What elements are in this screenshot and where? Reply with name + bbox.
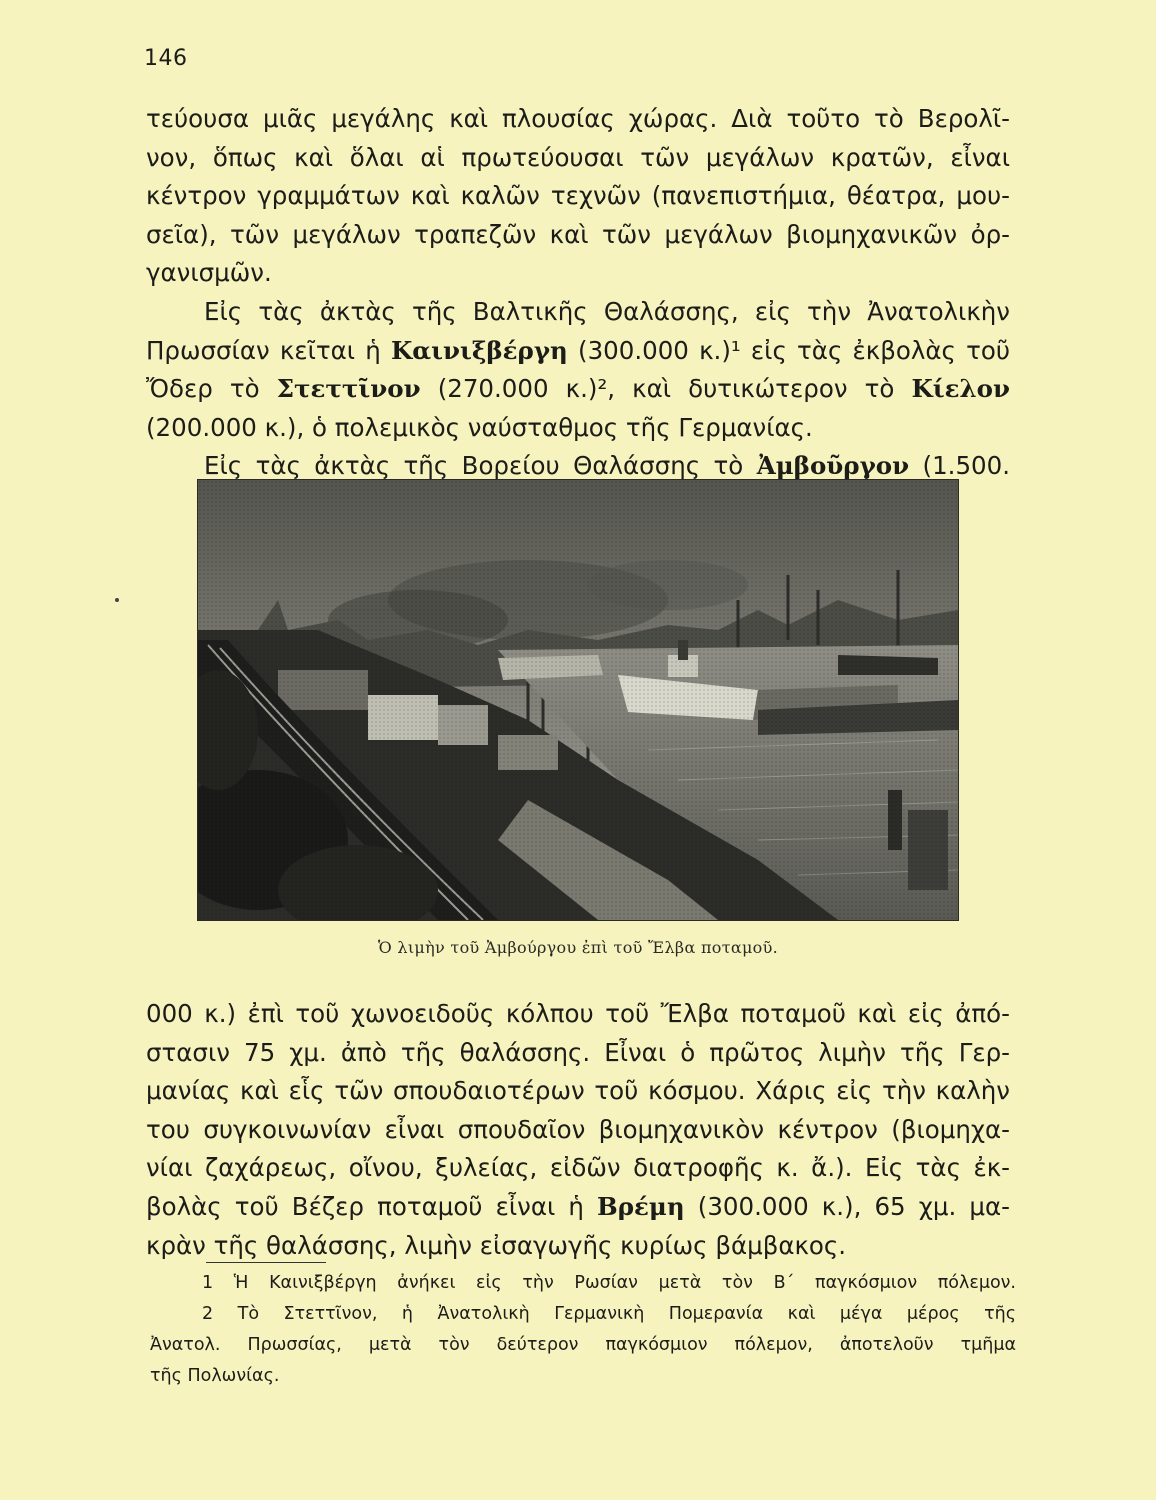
baltic-line-2 xyxy=(146,332,1010,371)
text-fragment: (1.500. xyxy=(909,451,1010,481)
text-line: 000 κ.) ἐπὶ τοῦ χωνοειδοῦς κόλπου τοῦ Ἔλβα ποταμοῦ καὶ εἰς ἀπό- xyxy=(146,999,1010,1028)
text-line: του συγκοινωνίαν εἶναι σπουδαῖον βιομηχανικὸν κέντρον (βιομηχα- xyxy=(146,1114,1010,1144)
print-speck xyxy=(115,598,119,602)
footnote-1: 1 Ἡ Καινιξβέργη ἀνήκει εἰς τὴν Ρωσίαν μετὰ τὸν Β΄ παγκόσμιον πόλεμον. xyxy=(202,1273,1016,1293)
text-line: κέντρον γραμμάτων καὶ καλῶν τεχνῶν (πανεπιστήμια, θέατρα, μου- xyxy=(146,181,1010,211)
footnotes xyxy=(150,1268,1016,1392)
text-line: νον, ὅπως καὶ ὅλαι αἱ πρωτεύουσαι τῶν μεγάλων κρατῶν, εἶναι xyxy=(146,142,1010,172)
page-number: 146 xyxy=(144,46,188,71)
text-line: κρὰν τῆς θαλάσσης, λιμὴν εἰσαγωγῆς κυρίως βάμβακος. xyxy=(146,1230,847,1260)
footnote-divider xyxy=(206,1262,326,1263)
text-fragment: (300.000 κ.), 65 χμ. μα- xyxy=(684,1191,1010,1221)
city-name-bremen: Βρέμη xyxy=(597,1191,685,1221)
harbor-photo xyxy=(198,480,958,920)
baltic-line-4: (200.000 κ.), ὁ πολεμικὸς ναύσταθμος τῆς Γερμανίας. xyxy=(146,412,813,442)
text-fragment: Πρωσσίαν κεῖται ἡ xyxy=(146,335,391,365)
text-fragment: (270.000 κ.)², καὶ δυτικώτερον τὸ xyxy=(420,374,912,404)
text-line: νίαι ζαχάρεως, οἴνου, ξυλείας, εἰδῶν διατροφῆς κ. ἄ.). Εἰς τὰς ἐκ- xyxy=(146,1153,1010,1183)
text-line: σεῖα), τῶν μεγάλων τραπεζῶν καὶ τῶν μεγάλων βιομηχανικῶν ὀρ- xyxy=(146,219,1010,249)
text-line: μανίας καὶ εἷς τῶν σπουδαιοτέρων τοῦ κόσμου. Χάρις εἰς τὴν καλὴν xyxy=(146,1076,1010,1106)
text-line: γανισμῶν. xyxy=(146,258,272,288)
text-fragment: Εἰς τὰς ἀκτὰς τῆς Βορείου Θαλάσσης τὸ xyxy=(204,451,757,481)
harbor-photo-illustration xyxy=(198,480,958,920)
text-fragment: βολὰς τοῦ Βέζερ ποταμοῦ εἶναι ἡ xyxy=(146,1191,598,1221)
footnote-2-line-3: τῆς Πολωνίας. xyxy=(150,1366,280,1386)
baltic-line-1: Εἰς τὰς ἀκτὰς τῆς Βαλτικῆς Θαλάσσης, εἰς τὴν Ἀνατολικὴν xyxy=(204,296,1010,326)
city-name-kiel: Κίελον xyxy=(911,374,1011,404)
text-fragment: (300.000 κ.)¹ εἰς τὰς ἐκβολὰς τοῦ xyxy=(567,335,1010,365)
footnote-2-line-2: Ἀνατολ. Πρωσσίας, μετὰ τὸν δεύτερον παγκόσμιον πόλεμον, ἀποτελοῦν τμῆμα xyxy=(150,1335,1016,1355)
text-block-bottom xyxy=(146,995,1010,1265)
baltic-line-3 xyxy=(146,370,1010,409)
text-line: στασιν 75 χμ. ἀπὸ τῆς θαλάσσης. Εἶναι ὁ πρῶτος λιμὴν τῆς Γερ- xyxy=(146,1037,1010,1067)
city-name-koenigsberg: Καινιξβέργη xyxy=(391,335,568,365)
figure-caption: Ὁ λιμὴν τοῦ Ἀμβούργου ἐπὶ τοῦ Ἔλβα ποταμοῦ. xyxy=(377,938,779,957)
text-line: τεύουσα μιᾶς μεγάλης καὶ πλουσίας χώρας. Διὰ τοῦτο τὸ Βερολῖ- xyxy=(146,104,1010,133)
city-name-stettin: Στεττῖνον xyxy=(276,374,421,404)
city-name-hamburg: Ἀμβοῦργον xyxy=(756,451,910,481)
footnote-2-line-1: 2 Τὸ Στεττῖνον, ἡ Ἀνατολικὴ Γερμανικὴ Πομερανία καὶ μέγα μέρος τῆς xyxy=(202,1304,1016,1324)
text-line xyxy=(146,1188,1010,1227)
text-block-top xyxy=(146,100,1010,486)
text-fragment: Ὄδερ τὸ xyxy=(146,374,277,404)
